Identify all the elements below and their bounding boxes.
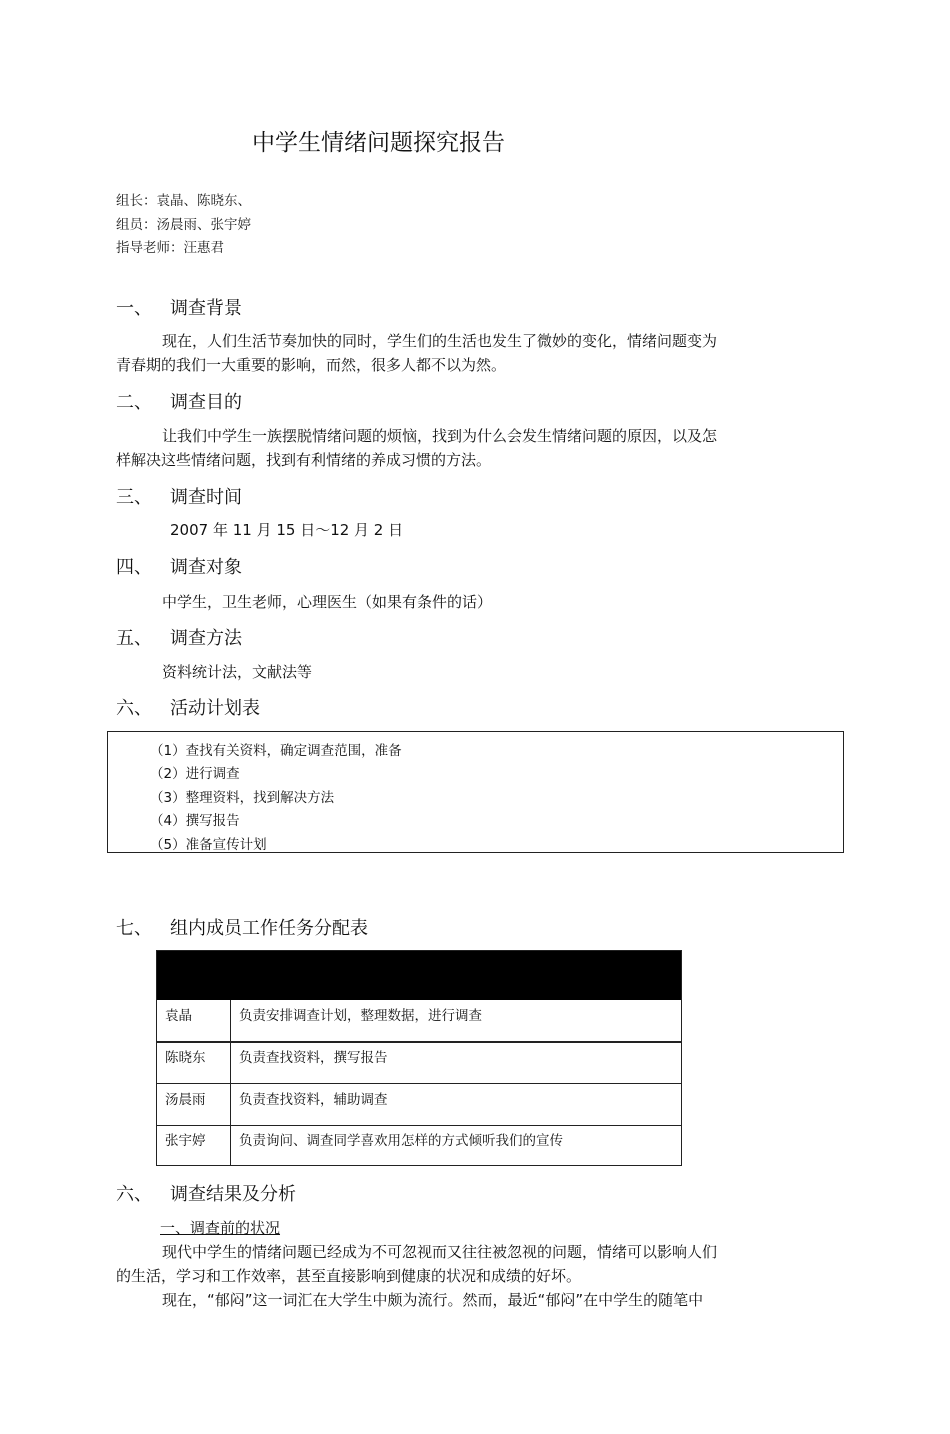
plan-item: （2）进行调查 xyxy=(150,766,240,782)
paragraph-line: 现在，人们生活节奏加快的同时，学生们的生活也发生了微妙的变化，情绪问题变为 xyxy=(162,332,718,350)
advisor: 指导老师：汪惠君 xyxy=(116,240,224,256)
section-title: 调查对象 xyxy=(170,557,242,578)
survey-methods: 资料统计法，文献法等 xyxy=(162,663,313,681)
page-title: 中学生情绪问题探究报告 xyxy=(252,130,505,156)
section-number: 一、 xyxy=(116,298,152,319)
section-number: 二、 xyxy=(116,392,152,413)
row-divider xyxy=(157,1041,681,1043)
section-heading-time xyxy=(116,483,242,509)
section-number: 六、 xyxy=(116,1184,152,1205)
group-leader: 组长：袁晶、陈晓东、 xyxy=(116,193,251,209)
row-divider xyxy=(157,1125,681,1126)
survey-subjects: 中学生，卫生老师，心理医生（如果有条件的话） xyxy=(162,593,493,611)
section-title: 活动计划表 xyxy=(170,698,260,719)
paragraph-line: 青春期的我们一大重要的影响，而然，很多人都不以为然。 xyxy=(116,356,507,374)
paragraph-line: 的生活，学习和工作效率，甚至直接影响到健康的状况和成绩的好坏。 xyxy=(116,1267,582,1285)
group-members: 组员：汤晨雨、张宇婷 xyxy=(116,217,251,233)
section-heading-tasks xyxy=(116,914,368,940)
section-number: 七、 xyxy=(116,918,152,939)
plan-item: （3）整理资料，找到解决方法 xyxy=(150,790,335,806)
section-title: 组内成员工作任务分配表 xyxy=(170,918,368,939)
survey-period: 2007 年 11 月 15 日～12 月 2 日 xyxy=(170,521,404,539)
section-heading-purpose xyxy=(116,388,242,414)
plan-item: （5）准备宣传计划 xyxy=(150,837,267,853)
task-member-name: 张宇婷 xyxy=(165,1133,206,1149)
section-heading-results xyxy=(116,1180,296,1206)
section-number: 四、 xyxy=(116,557,152,578)
section-number: 五、 xyxy=(116,628,152,649)
paragraph-line: 现在，“郁闷”这一词汇在大学生中颇为流行。然而，最近“郁闷”在中学生的随笔中 xyxy=(162,1291,704,1309)
results-subheading: 一、调查前的状况 xyxy=(160,1219,281,1237)
section-heading-background xyxy=(116,294,242,320)
section-title: 调查方法 xyxy=(170,628,242,649)
task-member-name: 陈晓东 xyxy=(165,1050,206,1066)
task-duty: 负责查找资料，撰写报告 xyxy=(239,1050,388,1066)
section-number: 三、 xyxy=(116,487,152,508)
section-title: 调查时间 xyxy=(170,487,242,508)
row-divider xyxy=(157,1083,681,1084)
activity-plan-box xyxy=(107,731,844,853)
task-duty: 负责询问、调查同学喜欢用怎样的方式倾听我们的宣传 xyxy=(239,1133,563,1149)
task-table xyxy=(156,950,682,1166)
section-heading-plan xyxy=(116,694,260,720)
table-header xyxy=(157,951,681,1000)
task-duty: 负责查找资料，辅助调查 xyxy=(239,1092,388,1108)
plan-item: （4）撰写报告 xyxy=(150,813,240,829)
task-member-name: 汤晨雨 xyxy=(165,1092,206,1108)
section-number: 六、 xyxy=(116,698,152,719)
paragraph-line: 让我们中学生一族摆脱情绪问题的烦恼，找到为什么会发生情绪问题的原因，以及怎 xyxy=(162,427,718,445)
task-member-name: 袁晶 xyxy=(165,1008,192,1024)
plan-item: （1）查找有关资料，确定调查范围，准备 xyxy=(150,743,402,759)
section-heading-subjects xyxy=(116,553,242,579)
section-title: 调查背景 xyxy=(170,298,242,319)
section-title: 调查结果及分析 xyxy=(170,1184,296,1205)
task-duty: 负责安排调查计划，整理数据，进行调查 xyxy=(239,1008,482,1024)
paragraph-line: 现代中学生的情绪问题已经成为不可忽视而又往往被忽视的问题，情绪可以影响人们 xyxy=(162,1243,718,1261)
paragraph-line: 样解决这些情绪问题，找到有利情绪的养成习惯的方法。 xyxy=(116,451,492,469)
section-title: 调查目的 xyxy=(170,392,242,413)
section-heading-methods xyxy=(116,624,242,650)
